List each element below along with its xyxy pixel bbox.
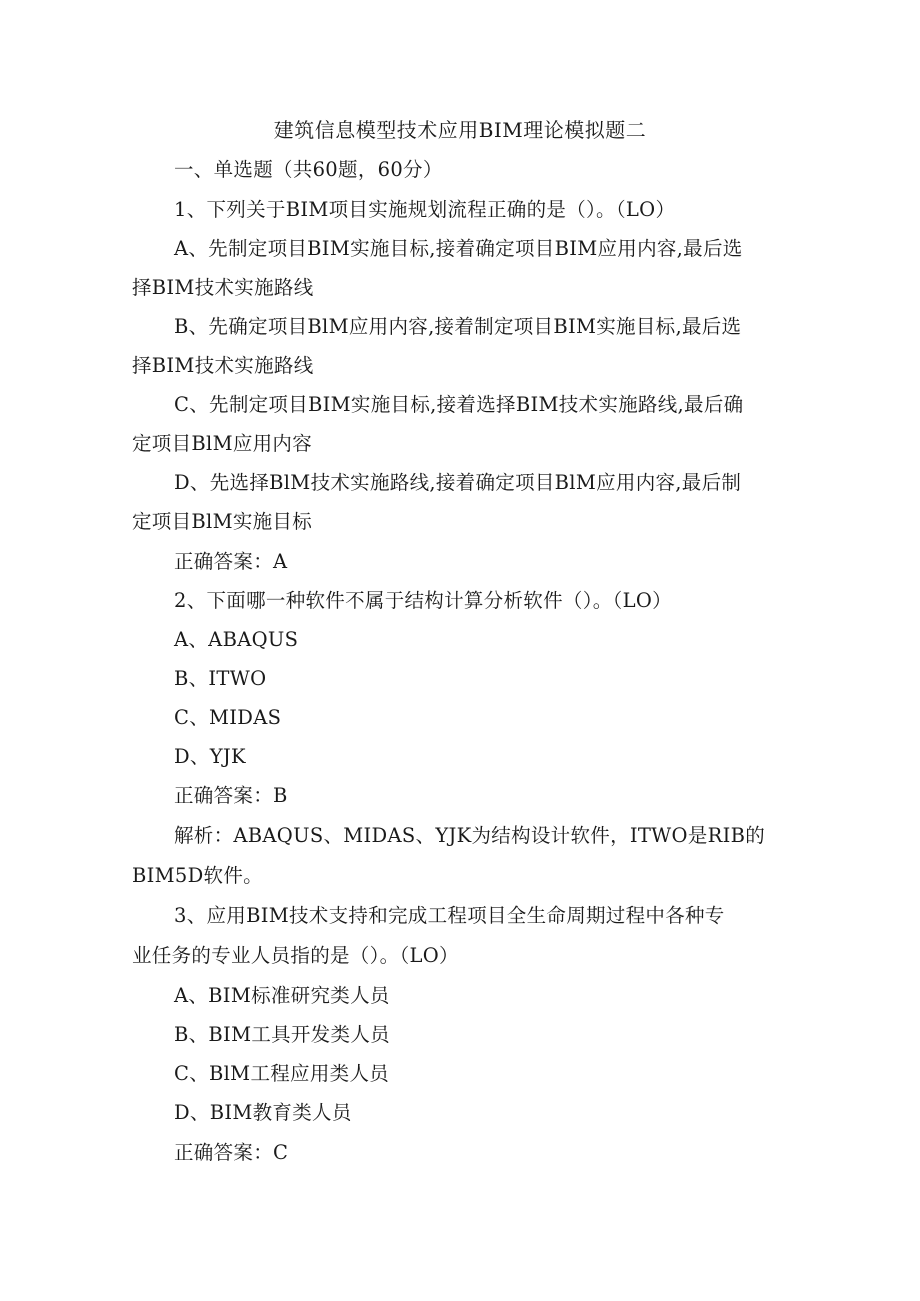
question-1-option-c-continued: 定项目BlM应用内容 [132,432,313,455]
question-1-option-d-continued: 定项目BlM实施目标 [132,510,313,533]
question-3-option-c: C、BlM工程应用类人员 [174,1062,390,1085]
question-3-stem: 3、应用BIM技术支持和完成工程项目全生命周期过程中各种专 [174,904,725,927]
question-2-answer: 正确答案：B [174,784,288,807]
question-3-stem-continued: 业任务的专业人员指的是（）。（LO） [132,944,459,967]
question-3-option-b: B、BIM工具开发类人员 [174,1023,390,1046]
question-2-analysis: 解析：ABAQUS、MIDAS、YJK为结构设计软件，ITWO是RIB的 [174,824,766,847]
question-1-option-c: C、先制定项目BIM实施目标,接着选择BIM技术实施路线,最后确 [174,393,744,416]
question-2-analysis-continued: BIM5D软件。 [132,864,263,887]
question-1-option-b-continued: 择BIM技术实施路线 [132,354,314,377]
question-1-option-a-continued: 择BIM技术实施路线 [132,276,314,299]
question-2-option-a: A、ABAQUS [174,628,299,651]
question-1-option-b: B、先确定项目BlM应用内容,接着制定项目BIM实施目标,最后选 [174,315,742,338]
question-3-option-d: D、BIM教育类人员 [174,1101,352,1124]
question-1-option-d: D、先选择BlM技术实施路线,接着确定项目BlM应用内容,最后制 [174,471,742,494]
question-3-answer: 正确答案：C [174,1141,289,1164]
question-2-stem: 2、下面哪一种软件不属于结构计算分析软件（）。（LO） [174,589,672,612]
question-1-stem: 1、下列关于BIM项目实施规划流程正确的是（）。（LO） [174,198,676,221]
question-2-option-c: C、MIDAS [174,706,282,729]
question-1-answer: 正确答案：A [174,550,288,573]
document-title: 建筑信息模型技术应用BIM理论模拟题二 [273,118,647,142]
section-heading: 一、单选题（共60题，60分） [174,158,443,181]
question-1-option-a: A、先制定项目BIM实施目标,接着确定项目BIM应用内容,最后选 [174,237,743,260]
question-2-option-d: D、YJK [174,745,246,768]
question-2-option-b: B、ITWO [174,667,267,690]
question-3-option-a: A、BIM标准研究类人员 [174,984,390,1007]
